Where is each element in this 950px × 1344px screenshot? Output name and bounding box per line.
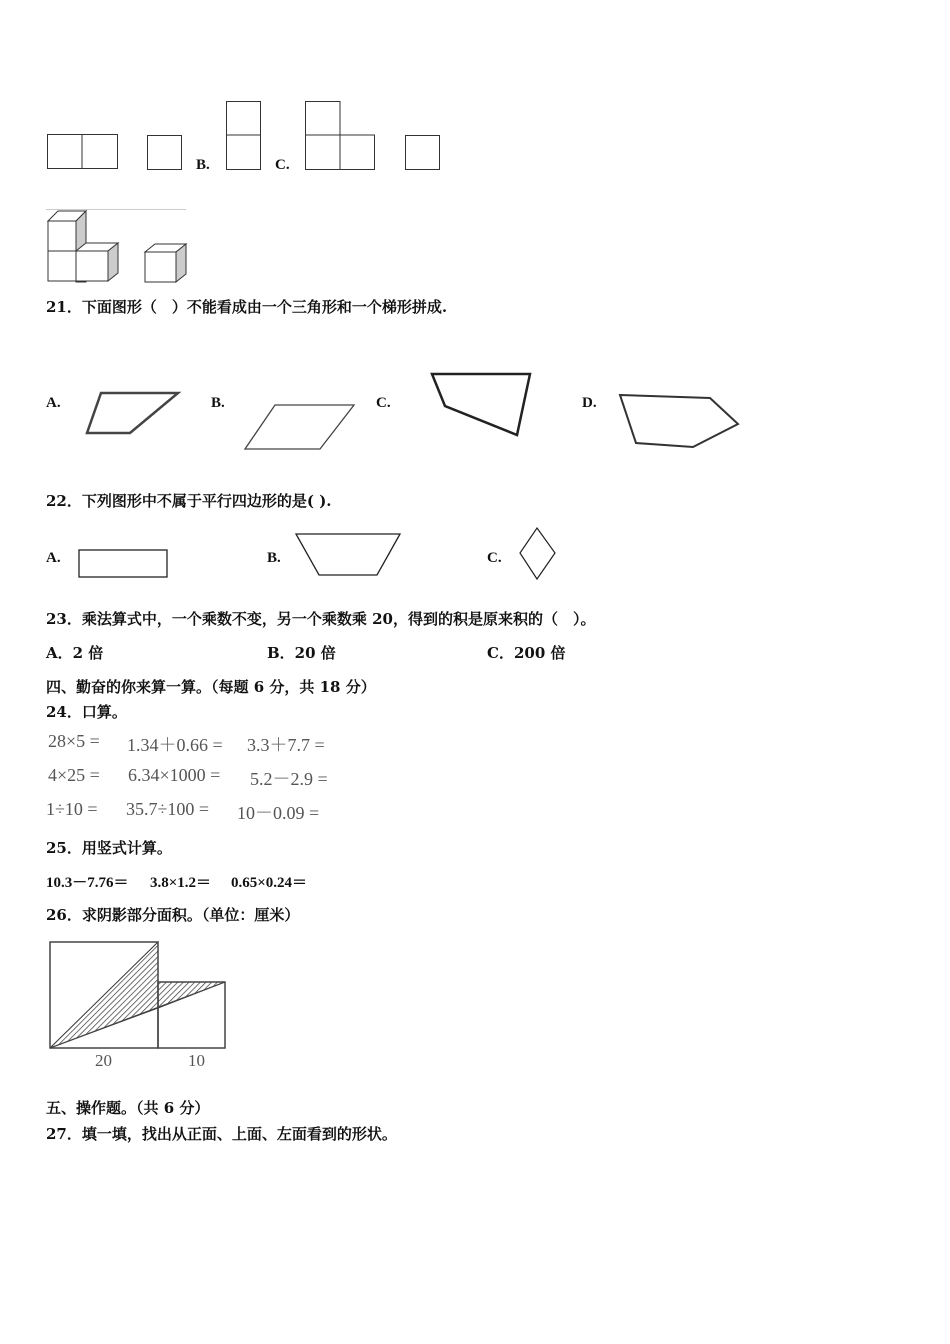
mental-calc-item: 1÷10 = [46,799,98,819]
dimension-label-10: 10 [188,1051,205,1070]
mental-calc-item: 10－0.09 = [237,803,320,823]
mental-calc-item: 28×5 = [48,731,100,751]
q23-option-b[interactable]: B．20 倍 [267,644,336,662]
view-figure-square-right [405,135,441,171]
q27-question: 27．填一填，找出从正面、上面、左面看到的形状。 [46,1125,397,1143]
q22-question: 22．下列图形中不属于平行四边形的是( ). [46,492,332,510]
view-figure-vertical-squares [226,101,262,171]
q26-question: 26．求阴影部分面积。（单位：厘米） [46,906,300,924]
mental-calc-item: 6.34×1000 = [128,765,221,785]
q21-option-c[interactable]: C. [376,395,391,411]
q22-option-c[interactable]: C. [487,550,502,566]
vertical-calc-item: 10.3－7.76＝ [46,875,129,891]
section-4-title: 四、勤奋的你来算一算。（每题 6 分，共 18 分） [46,678,376,696]
q23-option-c[interactable]: C．200 倍 [487,644,566,662]
mental-calc-item: 5.2－2.9 = [250,769,328,789]
q21-question: 21．下面图形（ ）不能看成由一个三角形和一个梯形拼成. [46,298,448,316]
view-figure-single-square [147,135,183,171]
q25-question: 25．用竖式计算。 [46,839,172,857]
q22-shape-a-rectangle [78,549,170,579]
view-figure-l-shape [305,101,377,171]
dimension-label-20: 20 [95,1051,112,1070]
mental-calc-item: 1.34＋0.66 = [127,735,223,755]
option-c-label: C. [275,157,290,173]
q23-option-a[interactable]: A．2 倍 [46,644,104,662]
view-figure-two-squares [47,134,119,170]
q22-option-b[interactable]: B. [267,550,281,566]
q21-shape-a-parallelogram [85,391,181,435]
q23-question: 23．乘法算式中，一个乘数不变，另一个乘数乘 20，得到的积是原来积的（ ）。 [46,610,596,628]
mental-calc-item: 35.7÷100 = [126,799,210,819]
q21-shape-b-parallelogram [243,403,357,451]
mental-calc-item: 4×25 = [48,765,100,785]
vertical-calc-item: 3.8×1.2＝ [150,875,212,891]
mental-calc-item: 3.3＋7.7 = [247,735,325,755]
option-b-label: B. [196,157,210,173]
q21-shape-d-pentagon [618,393,742,449]
cube-stack-figure [46,209,188,284]
q22-shape-b-trapezoid [294,532,404,578]
vertical-calc-item: 0.65×0.24＝ [231,875,308,891]
q21-option-b[interactable]: B. [211,395,225,411]
q21-shape-c-quadrilateral [430,372,534,438]
q21-option-a[interactable]: A. [46,395,61,411]
section-5-title: 五、操作题。（共 6 分） [46,1099,210,1117]
q22-option-a[interactable]: A. [46,550,61,566]
q24-question: 24．口算。 [46,703,127,721]
q22-shape-c-rhombus [519,527,557,581]
q21-option-d[interactable]: D. [582,395,597,411]
shaded-area-figure [46,938,230,1053]
